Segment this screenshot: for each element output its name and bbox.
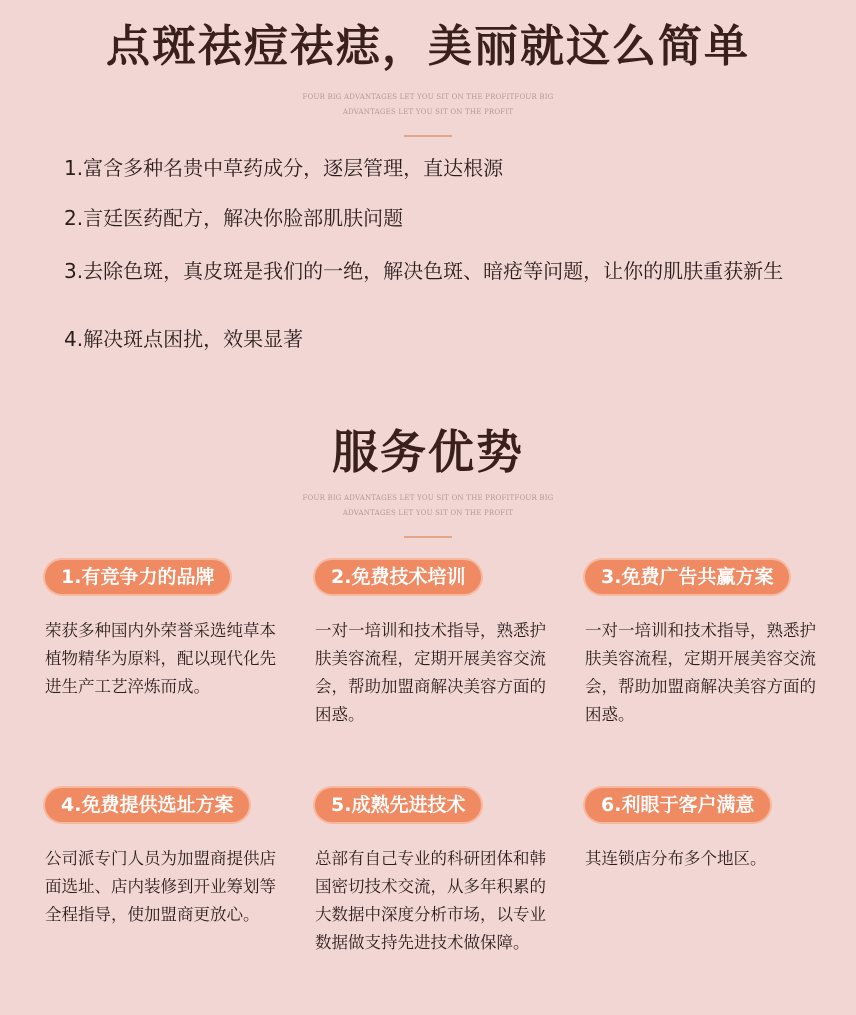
advantage-description: 一对一培训和技术指导，熟悉护肤美容流程，定期开展美容交流会，帮助加盟商解决美容方面的困惑。 bbox=[315, 621, 546, 724]
benefit-item: 4.解决斑点困扰，效果显著 bbox=[64, 327, 304, 351]
advantage-badge: 4.免费提供选址方案 bbox=[45, 788, 249, 822]
section-subtitle: FOUR BIG ADVANTAGES LET YOU SIT ON THE PROFITFOUR BIG ADVANTAGES LET YOU SIT ON THE PROFIT bbox=[302, 93, 554, 116]
advantage-description: 荣获多种国内外荣誉采选纯草本植物精华为原料，配以现代化先进生产工艺淬炼而成。 bbox=[45, 621, 276, 696]
advantage-badge: 6.利眼于客户满意 bbox=[585, 788, 770, 822]
advantage-card bbox=[315, 560, 555, 729]
advantage-badge: 1.有竞争力的品牌 bbox=[45, 560, 230, 594]
advantage-card bbox=[45, 788, 285, 929]
advantage-description: 公司派专门人员为加盟商提供店面选址、店内装修到开业筹划等全程指导，使加盟商更放心。 bbox=[45, 849, 276, 924]
advantage-card bbox=[45, 560, 285, 701]
advantage-card bbox=[585, 788, 825, 873]
title-divider bbox=[404, 536, 452, 538]
advantage-badge: 3.免费广告共赢方案 bbox=[585, 560, 789, 594]
benefit-item: 3.去除色斑，真皮斑是我们的一绝，解决色斑、暗疮等问题，让你的肌肤重获新生 bbox=[64, 259, 784, 283]
advantage-badge: 2.免费技术培训 bbox=[315, 560, 481, 594]
advantage-card bbox=[315, 788, 555, 957]
page-title: 点斑祛痘祛痣，美丽就这么简单 bbox=[106, 21, 750, 72]
advantage-description: 其连锁店分布多个地区。 bbox=[585, 849, 767, 868]
section-subtitle: FOUR BIG ADVANTAGES LET YOU SIT ON THE PROFITFOUR BIG ADVANTAGES LET YOU SIT ON THE PROFIT bbox=[302, 494, 554, 517]
benefit-item: 2.言廷医药配方，解决你脸部肌肤问题 bbox=[64, 206, 404, 230]
title-divider bbox=[404, 135, 452, 137]
benefit-item: 1.富含多种名贵中草药成分，逐层管理，直达根源 bbox=[64, 156, 504, 180]
advantage-card bbox=[585, 560, 825, 729]
advantage-badge: 5.成熟先进技术 bbox=[315, 788, 481, 822]
advantage-description: 总部有自己专业的科研团体和韩国密切技术交流，从多年积累的大数据中深度分析市场，以专业数据做支持先进技术做保障。 bbox=[315, 849, 546, 952]
advantage-description: 一对一培训和技术指导，熟悉护肤美容流程，定期开展美容交流会，帮助加盟商解决美容方面的困惑。 bbox=[585, 621, 816, 724]
section-title: 服务优势 bbox=[332, 425, 524, 479]
